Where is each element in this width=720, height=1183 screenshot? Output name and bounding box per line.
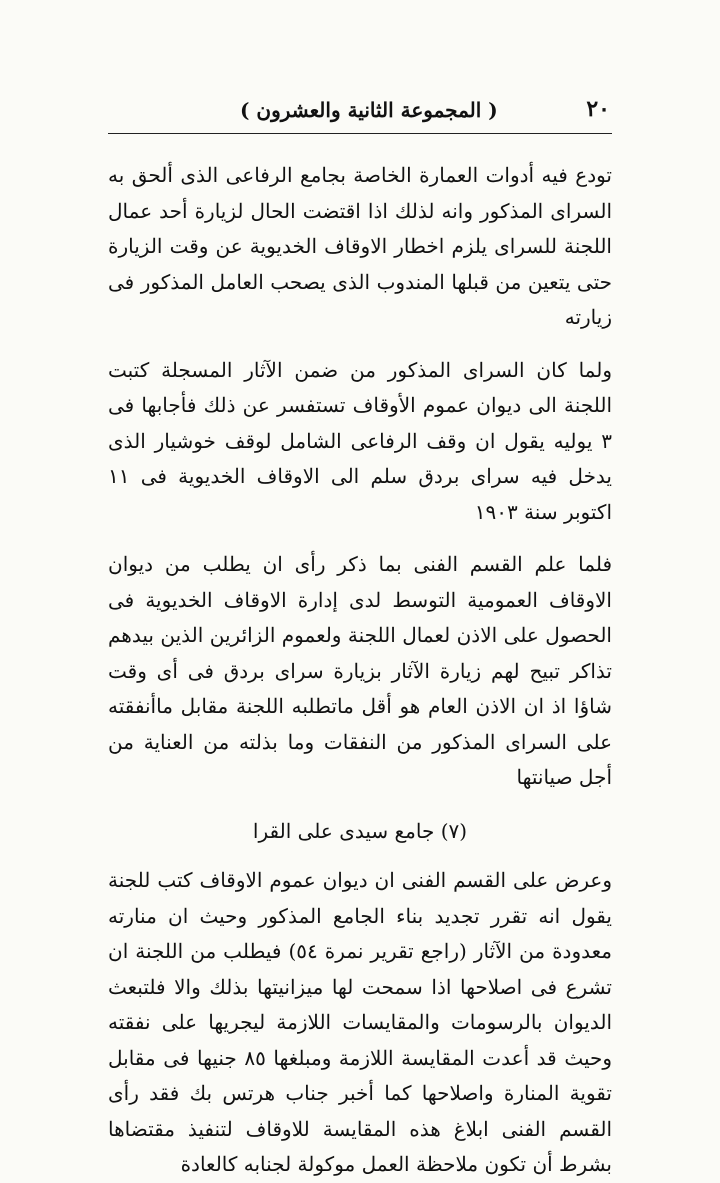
body-text: [108, 158, 612, 1183]
page-header: [110, 94, 610, 130]
paragraph: تودع فيه أدوات العمارة الخاصة بجامع الرفاعى الذى ألحق به السراى المذكور وانه لذلك اذا اقتضت الحال لزيارة أحد عمال اللجنة للسراى يلزم اخطار الاوقاف الخديوية عن وقت الزيارة حتى يتعين من قبلها المندوب الذى يصحب العامل المذكور فى زيارته: [108, 163, 612, 329]
page-number: ٢٠: [586, 96, 610, 122]
paragraph: وعرض على القسم الفنى ان ديوان عموم الاوقاف كتب للجنة يقول انه تقرر تجديد بناء الجامع المذكور وحيث ان منارته معدودة من الآثار (راجع تقرير نمرة ٥٤) فيطلب من اللجنة ان تشرع فى اصلاحها اذا سمحت لها ميزانيتها بذلك والا فلتبعث الديوان بالرسومات والمقايسات اللازمة ليجريها على نفقته وحيث قد أعدت المقايسة اللازمة ومبلغها ٨٥ جنيها فى مقابل تقوية المنارة واصلاحها كما أخبر جناب هرتس بك فقد رأى القسم الفنى ابلاغ هذه المقايسة للاوقاف لتنفيذ مقتضاها بشرط أن تكون ملاحظة العمل موكولة لجنابه كالعادة: [108, 868, 613, 1176]
paragraph: ولما كان السراى المذكور من ضمن الآثار المسجلة كتبت اللجنة الى ديوان عموم الأوقاف تستفسر عن ذلك فأجابها فى ٣ يوليه يقول ان وقف الرفاعى الشامل لوقف خوشيار الذى يدخل فيه سراى بردق سلم الى الاوقاف الخديوية فى ١١ اكتوبر سنة ١٩٠٣: [108, 357, 612, 524]
paragraph: فلما علم القسم الفنى بما ذكر رأى ان يطلب من ديوان الاوقاف العمومية التوسط لدى إدارة الاوقاف الخديوية فى الحصول على الاذن لعمال اللجنة ولعموم الزائرين الذين بيدهم تذاكر تبيح لهم زيارة الآثار بزيارة سراى بردق فى أى وقت شاؤا اذ ان الاذن العام هو أقل ماتطلبه اللجنة مقابل ماأنفقته على السراى المذكور من النفقات وما بذلته من العناية من أجل صيانتها: [108, 552, 612, 789]
running-title: ( المجموعة الثانية والعشرون ): [240, 98, 498, 122]
section-heading: (٧) جامع سيدى على القرا: [252, 818, 468, 843]
header-rule: [108, 133, 612, 134]
